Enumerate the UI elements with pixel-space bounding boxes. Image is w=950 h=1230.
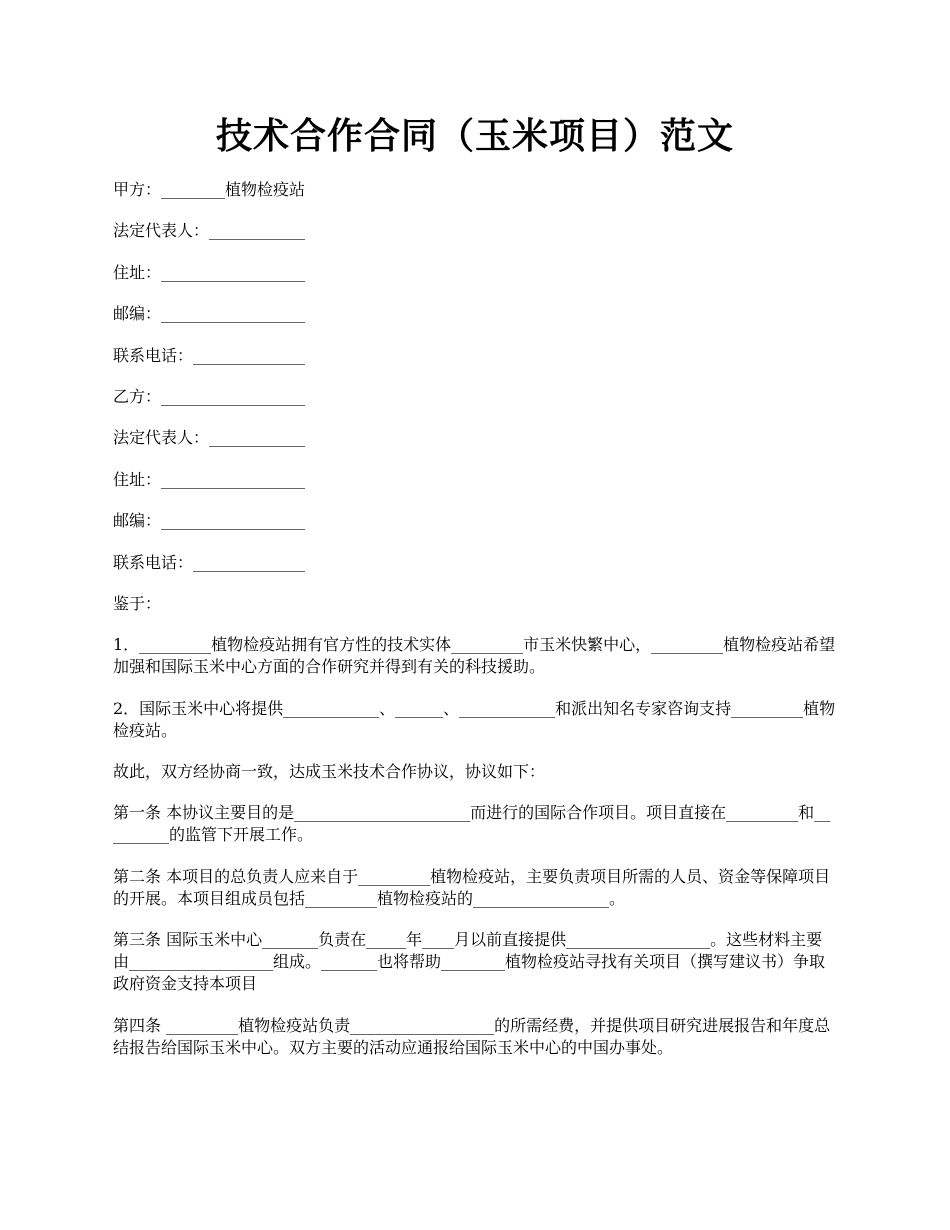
article-2: 第二条 本项目的总负责人应来自于_________植物检疫站，主要负责项目所需的人员、资金等保障项目的开展。本项目组成员包括_________植物检疫站的_________________。 xyxy=(113,866,831,908)
party-b-address: 住址：__________________ xyxy=(113,469,306,489)
whereas-item-1: 1．_________植物检疫站拥有官方性的技术实体_________市玉米快繁中心，_________植物检疫站希望加强和国际玉米中心方面的合作研究并得到有关的科技援助。 xyxy=(113,635,836,677)
whereas-heading: 鉴于： xyxy=(113,593,162,613)
party-a-name: 甲方：________植物检疫站 xyxy=(113,180,306,199)
document-title: 技术合作合同（玉米项目）范文 xyxy=(215,115,734,157)
article-1: 第一条 本协议主要目的是______________________而进行的国际合作项目。项目直接在_________和_________的监管下开展工作。 xyxy=(113,803,831,845)
document-body xyxy=(113,179,838,1078)
party-b-name: 乙方：__________________ xyxy=(113,386,306,406)
agreement-intro: 故此，双方经协商一致，达成玉米技术合作协议，协议如下： xyxy=(113,762,546,782)
party-a-legal-rep: 法定代表人：____________ xyxy=(113,221,306,241)
party-a-address: 住址：__________________ xyxy=(113,262,306,282)
whereas-item-2: 2．国际玉米中心将提供____________、______、____________和派出知名专家咨询支持_________植物检疫站。 xyxy=(113,698,836,740)
article-4: 第四条 _________植物检疫站负责__________________的所需经费，并提供项目研究进展报告和年度总结报告给国际玉米中心。双方主要的活动应通报给国际玉米中心的中国办事处。 xyxy=(113,1015,831,1057)
article-3: 第三条 国际玉米中心_______负责在_____年____月以前直接提供__________________。这些材料主要由__________________组成。_______也将帮助________植物检疫站寻找有关项目（撰写建议书）争取政府资金支持本项目 xyxy=(113,930,826,994)
party-b-phone: 联系电话：______________ xyxy=(113,552,306,572)
party-a-postcode: 邮编：__________________ xyxy=(113,304,306,324)
party-b-postcode: 邮编：__________________ xyxy=(113,511,306,531)
party-a-phone: 联系电话：______________ xyxy=(113,345,306,365)
party-b-legal-rep: 法定代表人：____________ xyxy=(113,428,306,448)
